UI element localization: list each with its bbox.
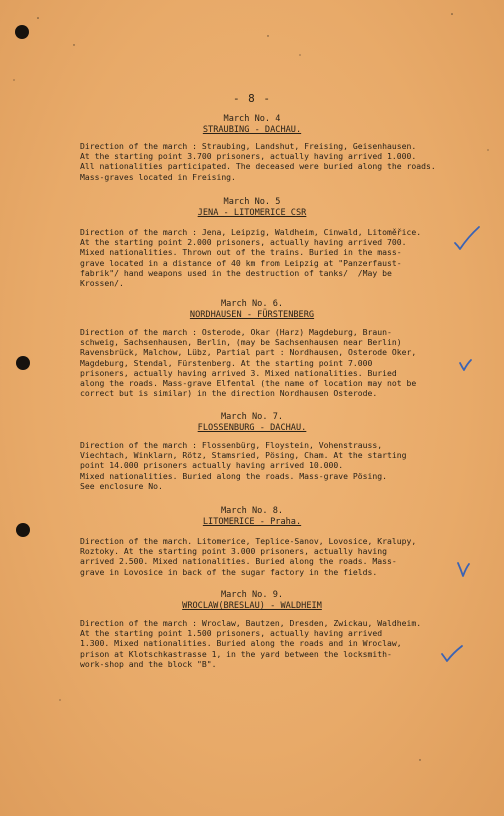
punch-hole-top (15, 25, 29, 39)
march-6-text: Direction of the march : Osterode, Okar (Harz) Magdeburg, Braun- schweig, Sachsenhausen, Berlin, (may be Sachsenhausen near Berlin) Ravensbrück, Malchow, Lübz, Partial part : Nordhausen, Osterode Oker, Magdeburg, Stendal, Fürstenberg. At the starting point 7.000 prisoners, actually having arrived 3. Mixed nationalities. Buried along the roads. Mass-grave Elfental (the name of location may not be correct but is similar) in the direction Nordhausen Osterode. (80, 327, 417, 399)
march-7-number: March No. 7. (220, 412, 284, 422)
march-6-route: NORDHAUSEN - FÜRSTENBERG (189, 310, 315, 320)
march-7-text: Direction of the march : Flossenbürg, Floystein, Vohenstrauss, Viechtach, Winklarn, Rötz, Stamsried, Pösing, Cham. At the starting point 14.000 prisoners actually having arrived 10.000. Mixed nationalities. Buried along the roads. Mass-grave Pösing. See enclosure No. (80, 440, 407, 491)
march-4-route: STRAUBING - DACHAU. (202, 125, 302, 135)
checkmark-icon (452, 224, 482, 252)
march-5-heading (0, 197, 504, 219)
march-8-heading (0, 506, 504, 528)
march-8-route: LITOMERICE - Praha. (202, 517, 302, 527)
march-5-text: Direction of the march : Jena, Leipzig, Waldheim, Cinwald, Litoměřice. At the starting point 2.000 prisoners, actually having arrived 700. Mixed nationalities. Thrown out of the trains. Buried in the mass- grave located in a distance of 40 km from Leipzig at "Panzerfaust- fabrik"/ hand weapons used in the destruction of tanks/ /May be Krossen/. (80, 227, 422, 289)
march-9-number: March No. 9. (220, 590, 284, 600)
checkmark-icon (456, 560, 472, 578)
march-8-number: March No. 8. (220, 506, 284, 516)
march-9-text: Direction of the march : Wroclaw, Bautzen, Dresden, Zwickau, Waldheim. At the starting point 1.500 prisoners, actually having arrived 1.300. Mixed nationalities. Buried along the roads and in Wroclaw, prison at Klotschkastrasse 1, in the yard between the locksmith- work-shop and the block "B". (80, 618, 422, 669)
march-9-heading (0, 590, 504, 612)
march-6-heading (0, 299, 504, 321)
checkmark-icon (440, 644, 464, 664)
march-7-heading (0, 412, 504, 434)
march-5-route: JENA - LITOMERICE CSR (197, 208, 307, 218)
march-8-text: Direction of the march. Litomerice, Teplice-Sanov, Lovosice, Kralupy, Roztoky. At the starting point 3.000 prisoners, actually having arrived 2.500. Mixed nationalities. Buried along the roads. Mass- grave in Lovosice in back of the sugar factory in the fields. (80, 536, 417, 577)
march-4-text: Direction of the march : Straubing, Landshut, Freising, Geisenhausen. At the starting point 3.700 prisoners, actually having arrived 1.000. All nationalities participated. The deceased were buried along the roads. Mass-graves located in Freising. (80, 141, 436, 182)
march-5-number: March No. 5 (223, 197, 281, 207)
march-7-route: FLOSSENBURG - DACHAU. (197, 423, 307, 433)
march-9-route: WROCLAW(BRESLAU) - WALDHEIM (182, 601, 322, 611)
march-6-number: March No. 6. (220, 299, 284, 309)
checkmark-icon (458, 358, 474, 372)
march-4-heading (0, 114, 504, 136)
march-4-number: March No. 4 (223, 114, 281, 124)
punch-hole-middle (16, 356, 30, 370)
page-number: - 8 - (232, 92, 272, 105)
